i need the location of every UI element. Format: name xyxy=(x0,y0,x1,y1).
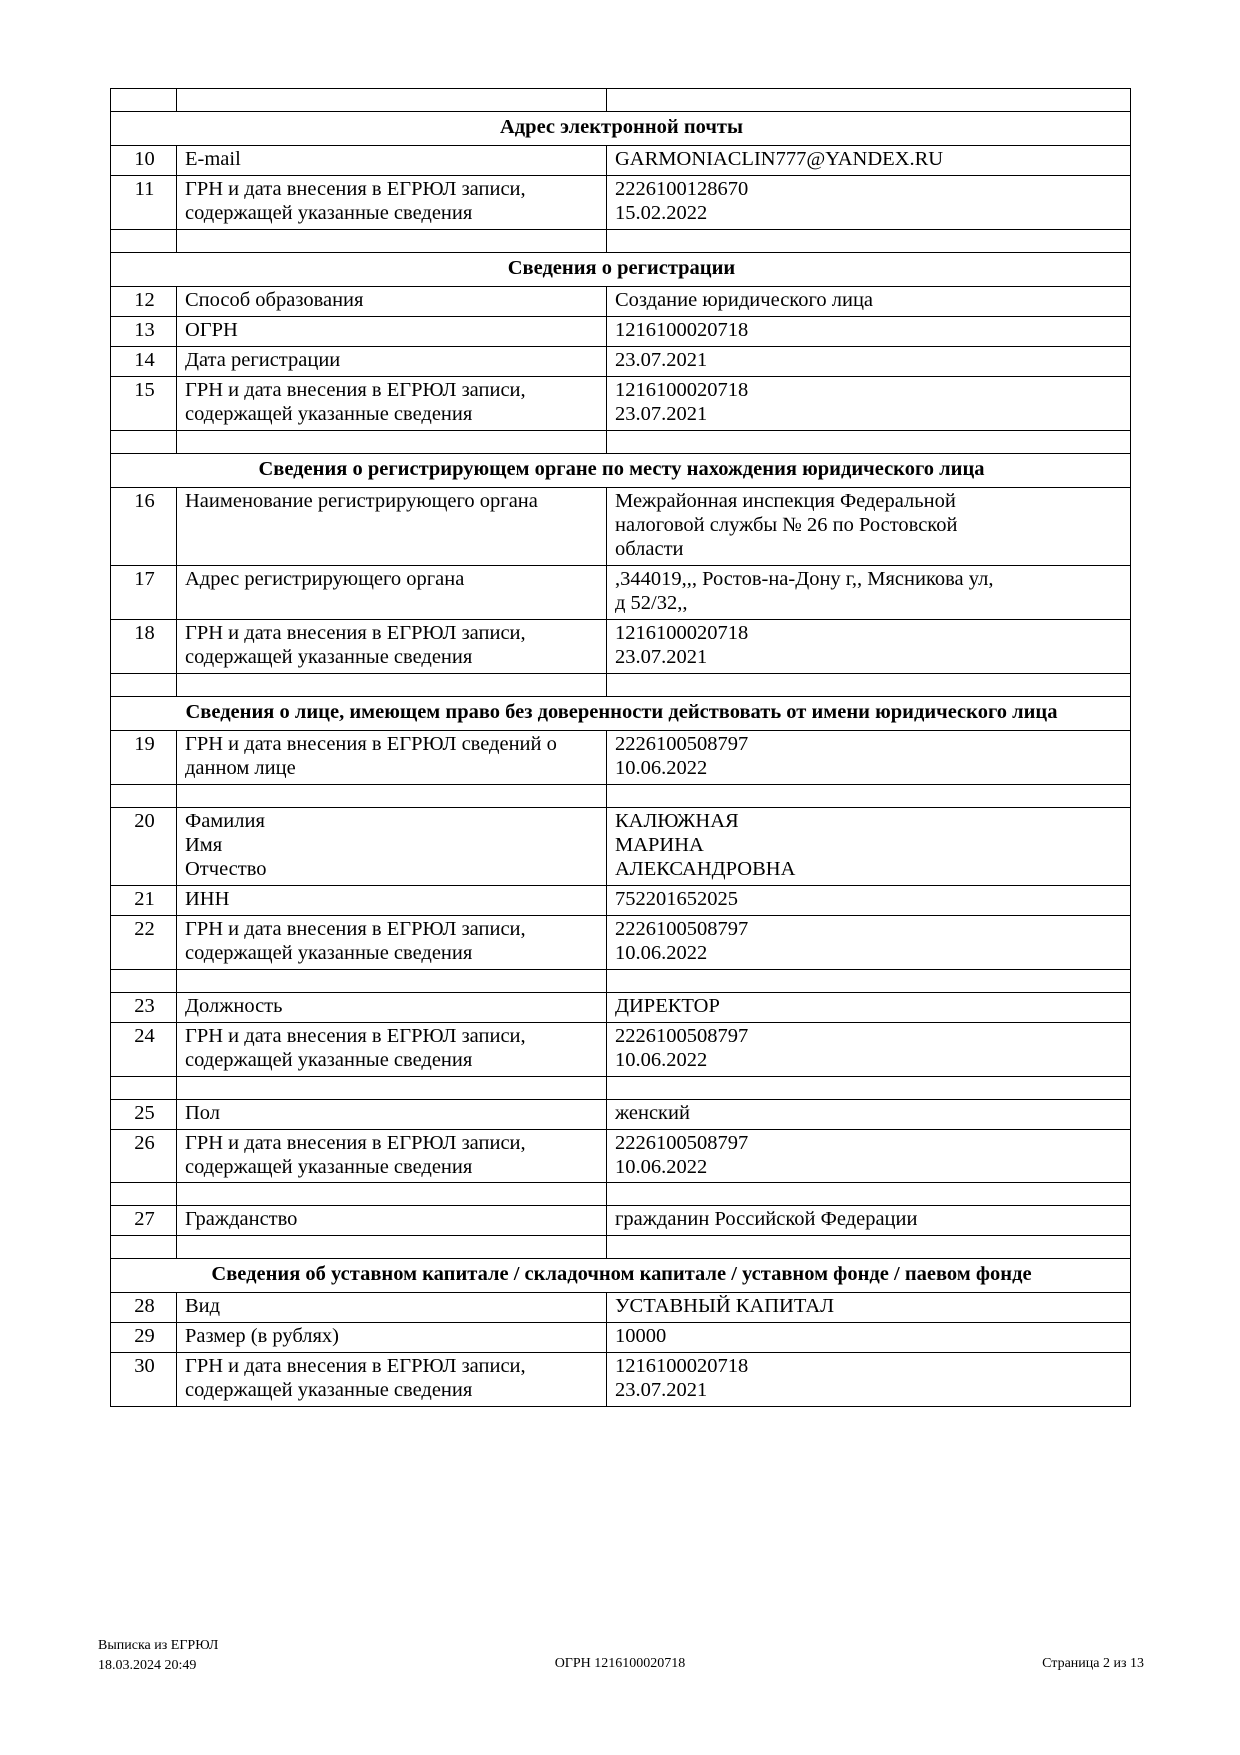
section-heading: Сведения об уставном капитале / складочном капитале / уставном фонде / паевом фонде xyxy=(111,1259,1131,1293)
row-label xyxy=(177,487,607,565)
row-label-line: содержащей указанные сведения xyxy=(185,941,473,964)
row-value xyxy=(607,487,1131,565)
spacer-cell xyxy=(607,89,1131,112)
row-label-line: содержащей указанные сведения xyxy=(185,1379,473,1402)
row-value-line: 2226100508797 xyxy=(615,917,749,940)
table-row xyxy=(111,885,1131,915)
spacer-cell xyxy=(607,784,1131,807)
row-value xyxy=(607,346,1131,376)
row-number: 27 xyxy=(111,1206,177,1236)
row-label xyxy=(177,286,607,316)
row-number: 21 xyxy=(111,885,177,915)
section-heading-row xyxy=(111,252,1131,286)
row-label-line: Наименование регистрирующего органа xyxy=(185,489,538,512)
spacer-cell xyxy=(177,1076,607,1099)
row-label-line: содержащей указанные сведения xyxy=(185,402,473,425)
row-label xyxy=(177,885,607,915)
row-number: 30 xyxy=(111,1353,177,1407)
row-label xyxy=(177,1099,607,1129)
spacer-cell xyxy=(177,784,607,807)
row-label xyxy=(177,1293,607,1323)
spacer-cell xyxy=(111,1236,177,1259)
row-value xyxy=(607,730,1131,784)
row-value xyxy=(607,565,1131,619)
row-value-line: 23.07.2021 xyxy=(615,1379,708,1402)
table-row xyxy=(111,807,1131,885)
row-label xyxy=(177,915,607,969)
row-label-line: ГРН и дата внесения в ЕГРЮЛ записи, xyxy=(185,378,526,401)
row-label-line: Гражданство xyxy=(185,1208,298,1231)
row-value-line: 10.06.2022 xyxy=(615,1048,708,1071)
row-label xyxy=(177,1022,607,1076)
row-number: 10 xyxy=(111,145,177,175)
footer-ogrn: ОГРН 1216100020718 xyxy=(554,1656,686,1671)
row-label xyxy=(177,175,607,229)
row-value-line: 10.06.2022 xyxy=(615,1155,708,1178)
table-row xyxy=(111,1099,1131,1129)
row-value xyxy=(607,807,1131,885)
row-label xyxy=(177,346,607,376)
row-label xyxy=(177,619,607,673)
row-label xyxy=(177,807,607,885)
row-value-line: гражданин Российской Федерации xyxy=(615,1208,918,1231)
row-number: 19 xyxy=(111,730,177,784)
row-value-line: 10.06.2022 xyxy=(615,756,708,779)
section-heading-row xyxy=(111,453,1131,487)
row-value-line: 1216100020718 xyxy=(615,621,749,644)
section-heading-row xyxy=(111,1259,1131,1293)
row-label-line: Размер (в рублях) xyxy=(185,1325,340,1348)
row-value-line: д 52/32,, xyxy=(615,591,688,614)
row-label xyxy=(177,1353,607,1407)
row-number: 26 xyxy=(111,1129,177,1183)
row-number: 25 xyxy=(111,1099,177,1129)
egrul-table xyxy=(110,88,1131,1407)
table-spacer-row xyxy=(111,89,1131,112)
row-value-line: 15.02.2022 xyxy=(615,201,708,224)
section-heading-row xyxy=(111,112,1131,146)
row-label xyxy=(177,1129,607,1183)
table-row xyxy=(111,1293,1131,1323)
section-heading: Сведения о регистрирующем органе по месту нахождения юридического лица xyxy=(111,453,1131,487)
table-row xyxy=(111,619,1131,673)
row-value-line: GARMONIACLIN777@YANDEX.RU xyxy=(615,147,944,170)
row-number: 15 xyxy=(111,376,177,430)
table-row xyxy=(111,376,1131,430)
row-label xyxy=(177,1323,607,1353)
row-value-line: Создание юридического лица xyxy=(615,288,874,311)
spacer-cell xyxy=(607,1076,1131,1099)
table-row xyxy=(111,565,1131,619)
spacer-cell xyxy=(111,1076,177,1099)
row-value xyxy=(607,175,1131,229)
spacer-cell xyxy=(111,1183,177,1206)
row-value xyxy=(607,619,1131,673)
table-row xyxy=(111,145,1131,175)
table-spacer-row xyxy=(111,430,1131,453)
row-value-line: АЛЕКСАНДРОВНА xyxy=(615,857,796,880)
spacer-cell xyxy=(111,784,177,807)
row-value-line: 2226100508797 xyxy=(615,1131,749,1154)
row-value-line: налоговой службы № 26 по Ростовской xyxy=(615,513,958,536)
row-label-line: E-mail xyxy=(185,147,241,170)
table-spacer-row xyxy=(111,229,1131,252)
page-footer xyxy=(0,1636,1240,1706)
spacer-cell xyxy=(607,1183,1131,1206)
row-label xyxy=(177,992,607,1022)
row-value xyxy=(607,915,1131,969)
row-value-line: МАРИНА xyxy=(615,833,704,856)
spacer-cell xyxy=(177,430,607,453)
row-value-line: 1216100020718 xyxy=(615,378,749,401)
spacer-cell xyxy=(177,1236,607,1259)
section-heading: Сведения о лице, имеющем право без доверенности действовать от имени юридического лица xyxy=(111,696,1131,730)
row-value-line: женский xyxy=(615,1101,690,1124)
row-label-line: ГРН и дата внесения в ЕГРЮЛ записи, xyxy=(185,917,526,940)
row-value-line: 23.07.2021 xyxy=(615,645,708,668)
row-label-line: содержащей указанные сведения xyxy=(185,1048,473,1071)
row-value xyxy=(607,1323,1131,1353)
row-value-line: ,344019,,, Ростов-на-Дону г,, Мясникова ул, xyxy=(615,567,994,590)
row-label xyxy=(177,376,607,430)
row-number: 14 xyxy=(111,346,177,376)
table-row xyxy=(111,1353,1131,1407)
row-label xyxy=(177,730,607,784)
spacer-cell xyxy=(177,1183,607,1206)
row-label-line: ГРН и дата внесения в ЕГРЮЛ записи, xyxy=(185,621,526,644)
spacer-cell xyxy=(111,89,177,112)
row-label-line: содержащей указанные сведения xyxy=(185,645,473,668)
row-label-line: ГРН и дата внесения в ЕГРЮЛ сведений о xyxy=(185,732,557,755)
footer-timestamp: 18.03.2024 20:49 xyxy=(98,1658,197,1674)
row-label-line: Пол xyxy=(185,1101,221,1124)
row-value xyxy=(607,1099,1131,1129)
row-number: 20 xyxy=(111,807,177,885)
row-label-line: Вид xyxy=(185,1295,221,1318)
table-spacer-row xyxy=(111,1236,1131,1259)
row-value-line: 1216100020718 xyxy=(615,318,749,341)
footer-doc-title: Выписка из ЕГРЮЛ xyxy=(98,1638,219,1653)
row-value xyxy=(607,1206,1131,1236)
row-label-line: содержащей указанные сведения xyxy=(185,1155,473,1178)
row-label xyxy=(177,1206,607,1236)
row-label xyxy=(177,145,607,175)
spacer-cell xyxy=(177,969,607,992)
row-value-line: 10000 xyxy=(615,1325,667,1348)
row-label-line: данном лице xyxy=(185,756,296,779)
row-label xyxy=(177,565,607,619)
row-value xyxy=(607,316,1131,346)
footer-page-number: Страница 2 из 13 xyxy=(1042,1656,1144,1671)
table-row xyxy=(111,286,1131,316)
spacer-cell xyxy=(607,430,1131,453)
section-heading: Адрес электронной почты xyxy=(111,112,1131,146)
row-value xyxy=(607,145,1131,175)
row-value xyxy=(607,1022,1131,1076)
table-row xyxy=(111,1206,1131,1236)
row-number: 17 xyxy=(111,565,177,619)
row-label-line: Фамилия xyxy=(185,809,265,832)
table-spacer-row xyxy=(111,1183,1131,1206)
row-value xyxy=(607,1293,1131,1323)
spacer-cell xyxy=(111,673,177,696)
spacer-cell xyxy=(607,673,1131,696)
table-row xyxy=(111,316,1131,346)
spacer-cell xyxy=(111,430,177,453)
row-label-line: Отчество xyxy=(185,857,267,880)
row-number: 24 xyxy=(111,1022,177,1076)
table-row xyxy=(111,1323,1131,1353)
spacer-cell xyxy=(607,1236,1131,1259)
row-label-line: Адрес регистрирующего органа xyxy=(185,567,465,590)
row-value-line: 23.07.2021 xyxy=(615,348,708,371)
row-label-line: Имя xyxy=(185,833,223,856)
row-value xyxy=(607,1129,1131,1183)
section-heading-row xyxy=(111,696,1131,730)
row-label-line: содержащей указанные сведения xyxy=(185,201,473,224)
row-value xyxy=(607,376,1131,430)
row-value-line: 10.06.2022 xyxy=(615,941,708,964)
table-spacer-row xyxy=(111,673,1131,696)
row-value xyxy=(607,1353,1131,1407)
table-row xyxy=(111,1022,1131,1076)
spacer-cell xyxy=(177,89,607,112)
section-heading: Сведения о регистрации xyxy=(111,252,1131,286)
row-value-line: 752201652025 xyxy=(615,887,738,910)
row-number: 13 xyxy=(111,316,177,346)
row-number: 22 xyxy=(111,915,177,969)
table-row xyxy=(111,346,1131,376)
table-spacer-row xyxy=(111,1076,1131,1099)
row-label xyxy=(177,316,607,346)
table-row xyxy=(111,487,1131,565)
row-number: 29 xyxy=(111,1323,177,1353)
spacer-cell xyxy=(111,229,177,252)
spacer-cell xyxy=(111,969,177,992)
row-label-line: ГРН и дата внесения в ЕГРЮЛ записи, xyxy=(185,1024,526,1047)
table-row xyxy=(111,1129,1131,1183)
row-value-line: ДИРЕКТОР xyxy=(615,994,720,1017)
row-value-line: УСТАВНЫЙ КАПИТАЛ xyxy=(615,1295,835,1318)
row-number: 18 xyxy=(111,619,177,673)
spacer-cell xyxy=(607,969,1131,992)
table-row xyxy=(111,992,1131,1022)
row-label-line: ГРН и дата внесения в ЕГРЮЛ записи, xyxy=(185,1131,526,1154)
row-number: 12 xyxy=(111,286,177,316)
row-value xyxy=(607,885,1131,915)
row-label-line: ИНН xyxy=(185,887,230,910)
spacer-cell xyxy=(177,673,607,696)
table-spacer-row xyxy=(111,969,1131,992)
row-label-line: ОГРН xyxy=(185,318,238,341)
spacer-cell xyxy=(177,229,607,252)
row-label-line: Должность xyxy=(185,994,283,1017)
row-value xyxy=(607,992,1131,1022)
row-number: 28 xyxy=(111,1293,177,1323)
row-label-line: ГРН и дата внесения в ЕГРЮЛ записи, xyxy=(185,177,526,200)
table-row xyxy=(111,915,1131,969)
table-row xyxy=(111,175,1131,229)
row-value-line: 2226100128670 xyxy=(615,177,749,200)
row-value-line: 2226100508797 xyxy=(615,732,749,755)
row-value-line: 1216100020718 xyxy=(615,1355,749,1378)
row-label-line: Дата регистрации xyxy=(185,348,341,371)
row-number: 11 xyxy=(111,175,177,229)
table-row xyxy=(111,730,1131,784)
spacer-cell xyxy=(607,229,1131,252)
row-value-line: Межрайонная инспекция Федеральной xyxy=(615,489,956,512)
row-value xyxy=(607,286,1131,316)
row-number: 23 xyxy=(111,992,177,1022)
row-value-line: 23.07.2021 xyxy=(615,402,708,425)
row-label-line: ГРН и дата внесения в ЕГРЮЛ записи, xyxy=(185,1355,526,1378)
row-label-line: Способ образования xyxy=(185,288,364,311)
row-value-line: 2226100508797 xyxy=(615,1024,749,1047)
row-value-line: КАЛЮЖНАЯ xyxy=(615,809,739,832)
table-spacer-row xyxy=(111,784,1131,807)
row-value-line: области xyxy=(615,537,684,560)
row-number: 16 xyxy=(111,487,177,565)
